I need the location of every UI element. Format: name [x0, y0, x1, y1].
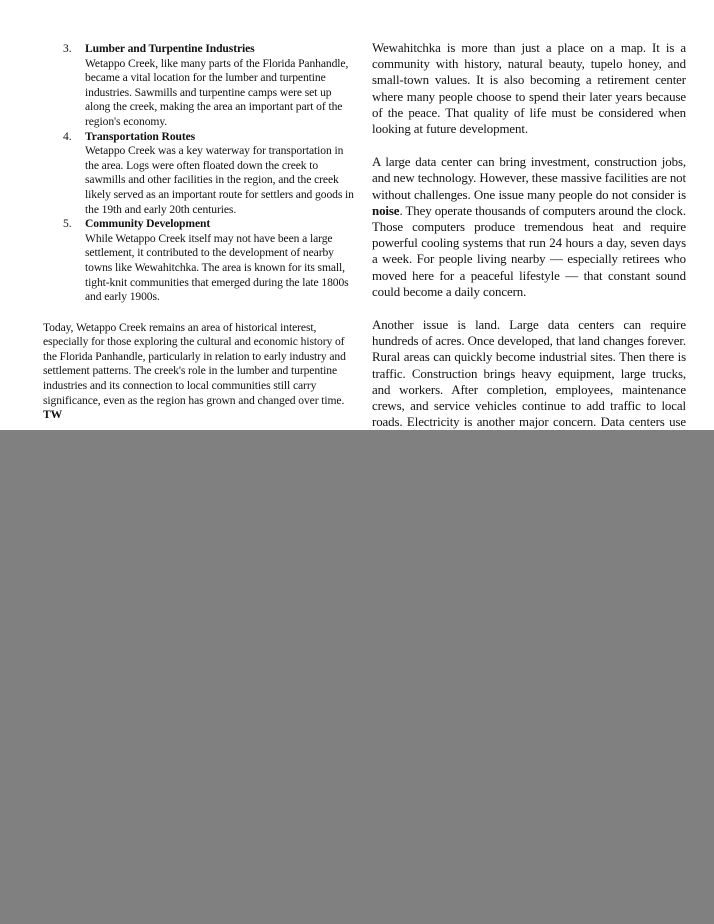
list-item-number: 5.	[63, 217, 72, 231]
gray-mask-area	[0, 430, 714, 924]
paragraph-noise-rest: . They operate thousands of computers around the clock. Those computers produce tremendous heat and require powerful cooling systems that run 24 hours a day, seven days a week. For people living nearby — especially retirees who moved here for a peaceful lifestyle — that constant sound could become a daily concern.	[372, 203, 686, 299]
paragraph-noise	[372, 154, 686, 300]
right-column	[372, 40, 686, 447]
list-item	[43, 42, 357, 130]
list-item	[43, 130, 357, 218]
list-item-number: 3.	[63, 42, 72, 55]
emphasis-noise: noise	[372, 203, 400, 218]
list-item-heading: Transportation Routes	[85, 129, 196, 143]
list-item-heading: Community Development	[85, 217, 211, 231]
paragraph-noise-lead: A large data center can bring investment, construction jobs, and new technology. However, these massive facilities are not without challenges. One issue many people do not consider is	[372, 155, 686, 202]
left-column	[43, 42, 357, 423]
list-item-body: Wetappo Creek, like many parts of the Florida Panhandle, became a vital location for the lumber and turpentine industries. Sawmills and turpentine camps were set up along the creek, making the area an important part of the region's economy.	[85, 56, 349, 128]
list-item-number: 4.	[63, 129, 72, 143]
summary-paragraph	[43, 321, 357, 423]
list-item	[43, 217, 357, 305]
summary-text: Today, Wetappo Creek remains an area of historical interest, especially for those exploring the cultural and economic history of the Florida Panhandle, particularly in relation to early industry and settlement patterns. The creek's role in the lumber and turpentine industries and its connection to local communities still carry significance, even as the region has grown and changed over time.	[43, 320, 346, 407]
list-item-body: While Wetappo Creek itself may not have been a large settlement, it contributed to the development of nearby towns like Wewahitchka. The area is known for its small, tight-knit communities that emerged during the late 1800s and early 1900s.	[85, 231, 349, 304]
paragraph-community: Wewahitchka is more than just a place on a map. It is a community with history, natural beauty, tupelo honey, and small-town values. It is also becoming a retirement center where many people choose to spend their later years because of the peace. That quality of life must be considered when looking at future development.	[372, 41, 686, 137]
author-signature: TW	[43, 408, 63, 422]
document-page	[0, 0, 714, 430]
list-item-heading: Lumber and Turpentine Industries	[85, 42, 255, 55]
list-item-body: Wetappo Creek was a key waterway for transportation in the area. Logs were often floated down the creek to sawmills and other facilities in the region, and the creek likely served as an important route for settlers and goods in the 19th and early 20th centuries.	[85, 144, 354, 216]
history-list	[43, 42, 357, 305]
paragraph-land: Another issue is land. Large data centers can require hundreds of acres. Once developed, that land changes forever. Rural areas can quickly become industrial sites. Then there is traffic. Construction brings heavy equipment, large trucks, and workers. After completion, employees, maintenance crews, and service vehicles continue to add traffic to local roads. Electricity is another major concern. Data centers use	[372, 318, 686, 430]
